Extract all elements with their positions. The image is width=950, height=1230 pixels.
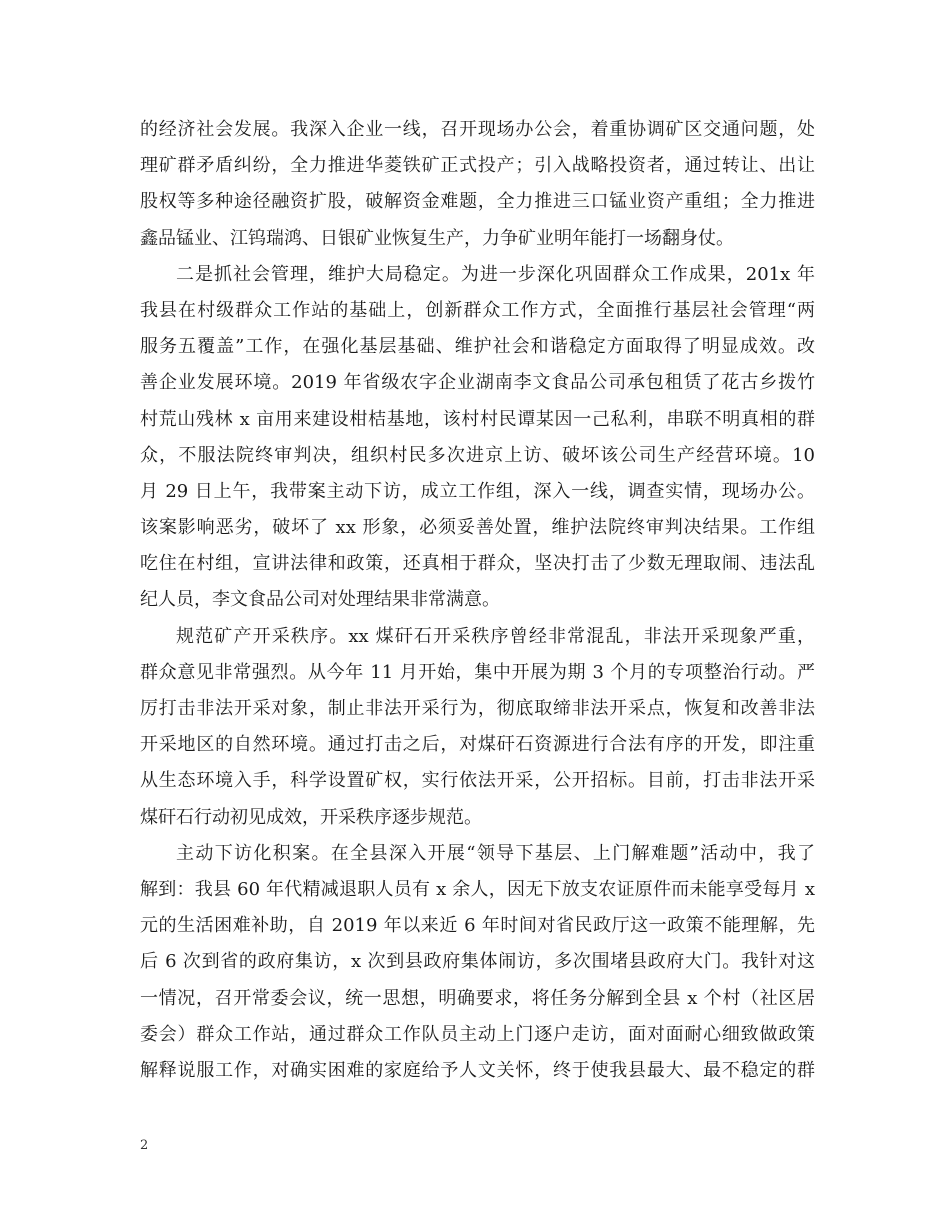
text-line: 众，不服法院终审判决，组织村民多次进京上访、破坏该公司生产经营环境。10 — [140, 444, 815, 466]
text-line: 月 29 日上午，我带案主动下访，成立工作组，深入一线，调查实情，现场办公。 — [140, 480, 815, 502]
text-line: 解释说服工作，对确实困难的家庭给予人文关怀，终于使我县最大、最不稳定的群 — [140, 1059, 815, 1081]
text-line: 该案影响恶劣，破坏了 xx 形象，必须妥善处置，维护法院终审判决结果。工作组 — [140, 517, 815, 539]
text-line: 开采地区的自然环境。通过打击之后，对煤矸石资源进行合法有序的开发，即注重 — [140, 734, 815, 756]
text-line: 纪人员，李文食品公司对处理结果非常满意。 — [140, 589, 500, 611]
paragraph-first-line: 主动下访化积案。在全县深入开展“领导下基层、上门解难题”活动中，我了 — [176, 842, 815, 864]
text-line: 后 6 次到省的政府集访，x 次到县政府集体闹访，多次围堵县政府大门。我针对这 — [140, 951, 815, 973]
text-line: 理矿群矛盾纠纷，全力推进华菱铁矿正式投产；引入战略投资者，通过转让、出让 — [140, 155, 815, 177]
text-line: 煤矸石行动初见成效，开采秩序逐步规范。 — [140, 806, 482, 828]
text-line: 股权等多种途径融资扩股，破解资金难题，全力推进三口锰业资产重组；全力推进 — [140, 191, 815, 213]
text-line: 群众意见非常强烈。从今年 11 月开始，集中开展为期 3 个月的专项整治行动。严 — [140, 661, 815, 683]
text-line: 服务五覆盖”工作，在强化基层基础、维护社会和谐稳定方面取得了明显成效。改 — [140, 336, 815, 358]
text-line: 一情况，召开常委会议，统一思想，明确要求，将任务分解到全县 x 个村（社区居 — [140, 987, 815, 1009]
text-line: 解到：我县 60 年代精减退职人员有 x 余人，因无下放支农证原件而未能享受每月 x — [140, 878, 815, 900]
text-line: 委会）群众工作站，通过群众工作队员主动上门逐户走访，面对面耐心细致做政策 — [140, 1023, 815, 1045]
body-text — [140, 112, 815, 1089]
text-line: 善企业发展环境。2019 年省级农字企业湖南李文食品公司承包租赁了花古乡拨竹 — [140, 372, 815, 394]
text-line: 的经济社会发展。我深入企业一线，召开现场办公会，着重协调矿区交通问题，处 — [140, 119, 815, 140]
text-line: 元的生活困难补助，自 2019 年以来近 6 年时间对省民政厅这一政策不能理解，先 — [140, 915, 815, 937]
text-line: 鑫品锰业、江钨瑞鸿、日银矿业恢复生产，力争矿业明年能打一场翻身仗。 — [140, 227, 734, 249]
text-line: 吃住在村组，宣讲法律和政策，还真相于群众，坚决打击了少数无理取闹、违法乱 — [140, 553, 815, 575]
paragraph-first-line: 规范矿产开采秩序。xx 煤矸石开采秩序曾经非常混乱，非法开采现象严重， — [176, 625, 815, 647]
text-line: 厉打击非法开采对象，制止非法开采行为，彻底取缔非法开采点，恢复和改善非法 — [140, 698, 815, 719]
paragraph-first-line: 二是抓社会管理，维护大局稳定。为进一步深化巩固群众工作成果，201x 年 — [176, 263, 815, 285]
text-line: 村荒山残林 x 亩用来建设柑桔基地，该村村民谭某因一己私利，串联不明真相的群 — [140, 408, 815, 430]
text-line: 我县在村级群众工作站的基础上，创新群众工作方式，全面推行基层社会管理“两 — [140, 299, 815, 321]
text-line: 从生态环境入手，科学设置矿权，实行依法开采，公开招标。目前，打击非法开采 — [140, 770, 815, 792]
page-number: 2 — [140, 1138, 149, 1153]
